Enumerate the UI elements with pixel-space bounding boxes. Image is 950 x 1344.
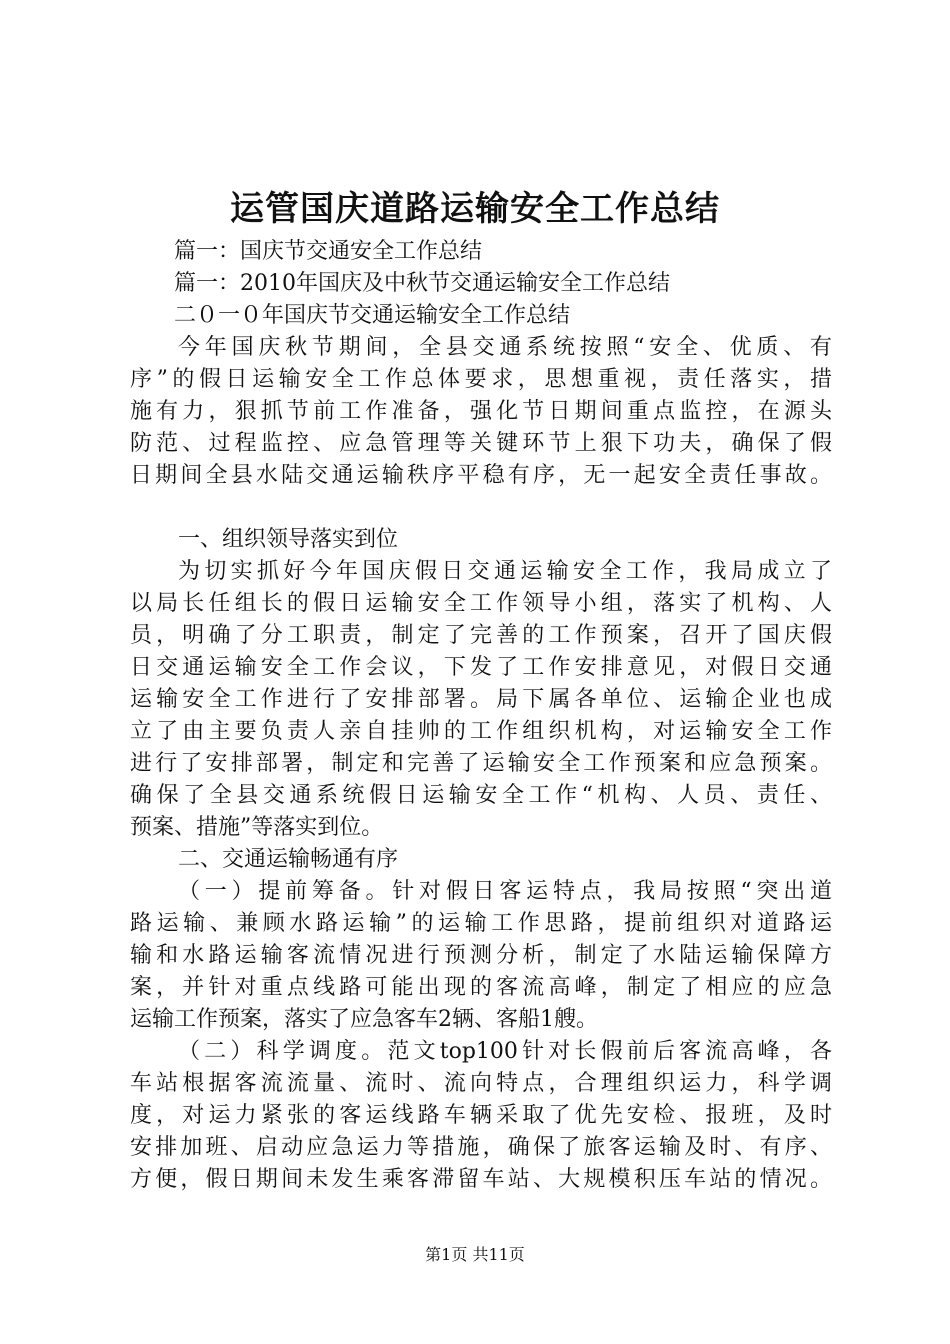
text-line: 进行了安排部署，制定和完善了运输安全工作预案和应急预案。 xyxy=(130,751,832,776)
text-line: 路运输、兼顾水路运输”的运输工作思路，提前组织对道路运 xyxy=(130,911,832,936)
text-line: 二０一０年国庆节交通运输安全工作总结 xyxy=(174,303,571,328)
section-heading: 二、交通运输畅通有序 xyxy=(178,847,399,872)
text-line: （二）科学调度。范文top100针对长假前后客流高峰，各 xyxy=(178,1039,832,1064)
text-line: 预案、措施”等落实到位。 xyxy=(130,815,384,840)
text-line: 日期间全县水陆交通运输秩序平稳有序，无一起安全责任事故。 xyxy=(130,463,832,488)
text-line: 施有力，狠抓节前工作准备，强化节日期间重点监控，在源头 xyxy=(130,399,832,424)
text-line: 方便，假日期间未发生乘客滞留车站、大规模积压车站的情况。 xyxy=(130,1167,832,1192)
text-line: 篇一：2010年国庆及中秋节交通运输安全工作总结 xyxy=(174,271,670,296)
text-line: 员，明确了分工职责，制定了完善的工作预案，召开了国庆假 xyxy=(130,623,832,648)
text-line: 输和水路运输客流情况进行预测分析，制定了水陆运输保障方 xyxy=(130,943,832,968)
text-line: 日交通运输安全工作会议，下发了工作安排意见，对假日交通 xyxy=(130,655,832,680)
text-line: 确保了全县交通系统假日运输安全工作“机构、人员、责任、 xyxy=(130,783,832,808)
page-footer: 第1页 共11页 xyxy=(425,1245,525,1264)
text-line: 篇一：国庆节交通安全工作总结 xyxy=(174,239,483,264)
text-line: 车站根据客流流量、流时、流向特点，合理组织运力，科学调 xyxy=(130,1071,832,1096)
text-line: 以局长任组长的假日运输安全工作领导小组，落实了机构、人 xyxy=(130,591,832,616)
text-line: 立了由主要负责人亲自挂帅的工作组织机构，对运输安全工作 xyxy=(130,719,832,744)
text-line: 度，对运力紧张的客运线路车辆采取了优先安检、报班，及时 xyxy=(130,1103,832,1128)
blank-line xyxy=(130,492,832,524)
text-line: 案，并针对重点线路可能出现的客流高峰，制定了相应的应急 xyxy=(130,975,832,1000)
document-title: 运管国庆道路运输安全工作总结 xyxy=(230,189,720,229)
text-line: （一）提前筹备。针对假日客运特点，我局按照“突出道 xyxy=(178,879,832,904)
section-heading: 一、组织领导落实到位 xyxy=(178,527,399,552)
text-line: 安排加班、启动应急运力等措施，确保了旅客运输及时、有序、 xyxy=(130,1135,832,1160)
text-line: 防范、过程监控、应急管理等关键环节上狠下功夫，确保了假 xyxy=(130,431,832,456)
text-line: 为切实抓好今年国庆假日交通运输安全工作，我局成立了 xyxy=(178,559,832,584)
document-body xyxy=(130,236,832,1196)
text-line: 今年国庆秋节期间，全县交通系统按照“安全、优质、有 xyxy=(178,335,832,360)
text-line: 运输工作预案，落实了应急客车2辆、客船1艘。 xyxy=(130,1007,598,1032)
text-line: 运输安全工作进行了安排部署。局下属各单位、运输企业也成 xyxy=(130,687,832,712)
text-line: 序”的假日运输安全工作总体要求，思想重视，责任落实，措 xyxy=(130,367,832,392)
